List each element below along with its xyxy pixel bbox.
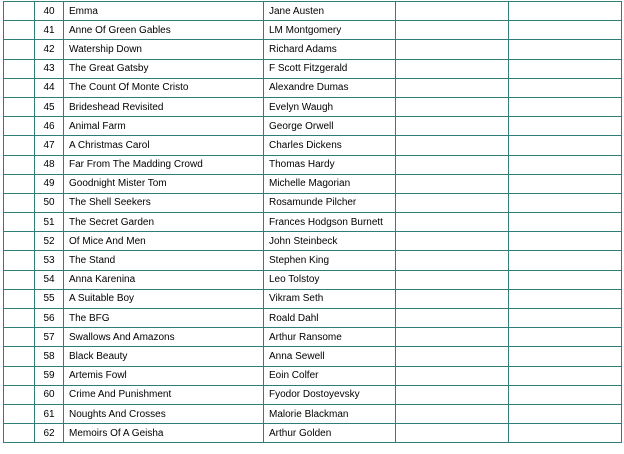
row-number-cell: 42 [35,40,64,59]
empty-cell [396,174,509,193]
blank-cell [4,404,35,423]
author-cell: Arthur Golden [264,424,396,443]
empty-cell [509,347,622,366]
empty-cell [509,59,622,78]
title-cell: The Shell Seekers [64,193,264,212]
title-cell: The Great Gatsby [64,59,264,78]
empty-cell [509,366,622,385]
row-number-cell: 50 [35,193,64,212]
row-number-cell: 47 [35,136,64,155]
table-row [4,328,622,347]
empty-cell [396,232,509,251]
empty-cell [509,424,622,443]
row-number-cell: 59 [35,366,64,385]
author-cell: Charles Dickens [264,136,396,155]
title-cell: The Stand [64,251,264,270]
author-cell: Rosamunde Pilcher [264,193,396,212]
author-cell: Jane Austen [264,2,396,21]
title-cell: Black Beauty [64,347,264,366]
author-cell: Leo Tolstoy [264,270,396,289]
blank-cell [4,174,35,193]
table-row [4,2,622,21]
book-list-body [4,2,622,443]
table-row [4,347,622,366]
empty-cell [396,309,509,328]
row-number-cell: 61 [35,404,64,423]
table-row [4,59,622,78]
table-row [4,136,622,155]
empty-cell [396,366,509,385]
title-cell: Emma [64,2,264,21]
blank-cell [4,213,35,232]
author-cell: Thomas Hardy [264,155,396,174]
title-cell: Watership Down [64,40,264,59]
table-row [4,21,622,40]
table-row [4,270,622,289]
row-number-cell: 62 [35,424,64,443]
empty-cell [509,40,622,59]
empty-cell [396,213,509,232]
empty-cell [396,328,509,347]
table-row [4,251,622,270]
author-cell: Stephen King [264,251,396,270]
author-cell: Frances Hodgson Burnett [264,213,396,232]
row-number-cell: 57 [35,328,64,347]
title-cell: Anna Karenina [64,270,264,289]
row-number-cell: 44 [35,78,64,97]
empty-cell [396,78,509,97]
author-cell: Arthur Ransome [264,328,396,347]
blank-cell [4,136,35,155]
empty-cell [509,78,622,97]
blank-cell [4,40,35,59]
table-row [4,366,622,385]
table-row [4,213,622,232]
blank-cell [4,232,35,251]
table-row [4,404,622,423]
author-cell: Michelle Magorian [264,174,396,193]
table-row [4,174,622,193]
empty-cell [396,289,509,308]
blank-cell [4,328,35,347]
empty-cell [396,424,509,443]
empty-cell [396,59,509,78]
row-number-cell: 53 [35,251,64,270]
empty-cell [509,232,622,251]
title-cell: The BFG [64,309,264,328]
blank-cell [4,366,35,385]
author-cell: Roald Dahl [264,309,396,328]
table-row [4,424,622,443]
empty-cell [396,155,509,174]
title-cell: A Suitable Boy [64,289,264,308]
empty-cell [509,328,622,347]
empty-cell [509,155,622,174]
author-cell: Fyodor Dostoyevsky [264,385,396,404]
blank-cell [4,193,35,212]
author-cell: Anna Sewell [264,347,396,366]
title-cell: Far From The Madding Crowd [64,155,264,174]
title-cell: Brideshead Revisited [64,97,264,116]
author-cell: Alexandre Dumas [264,78,396,97]
title-cell: Crime And Punishment [64,385,264,404]
blank-cell [4,21,35,40]
table-row [4,385,622,404]
title-cell: Swallows And Amazons [64,328,264,347]
row-number-cell: 51 [35,213,64,232]
blank-cell [4,424,35,443]
title-cell: Of Mice And Men [64,232,264,251]
row-number-cell: 52 [35,232,64,251]
empty-cell [509,97,622,116]
empty-cell [509,21,622,40]
author-cell: Malorie Blackman [264,404,396,423]
row-number-cell: 60 [35,385,64,404]
empty-cell [509,309,622,328]
empty-cell [509,136,622,155]
blank-cell [4,117,35,136]
row-number-cell: 40 [35,2,64,21]
table-row [4,289,622,308]
title-cell: Noughts And Crosses [64,404,264,423]
row-number-cell: 49 [35,174,64,193]
row-number-cell: 56 [35,309,64,328]
author-cell: Eoin Colfer [264,366,396,385]
table-row [4,97,622,116]
table-row [4,40,622,59]
row-number-cell: 41 [35,21,64,40]
blank-cell [4,78,35,97]
blank-cell [4,347,35,366]
empty-cell [509,270,622,289]
author-cell: Richard Adams [264,40,396,59]
row-number-cell: 46 [35,117,64,136]
blank-cell [4,309,35,328]
title-cell: Goodnight Mister Tom [64,174,264,193]
empty-cell [396,21,509,40]
blank-cell [4,97,35,116]
table-row [4,232,622,251]
empty-cell [509,117,622,136]
row-number-cell: 55 [35,289,64,308]
table-row [4,193,622,212]
blank-cell [4,155,35,174]
author-cell: Evelyn Waugh [264,97,396,116]
empty-cell [509,385,622,404]
empty-cell [396,97,509,116]
empty-cell [396,385,509,404]
blank-cell [4,270,35,289]
empty-cell [396,117,509,136]
empty-cell [509,193,622,212]
table-row [4,78,622,97]
empty-cell [396,251,509,270]
author-cell: Vikram Seth [264,289,396,308]
row-number-cell: 54 [35,270,64,289]
blank-cell [4,2,35,21]
table-row [4,155,622,174]
empty-cell [509,289,622,308]
book-list-table [3,1,622,443]
title-cell: The Count Of Monte Cristo [64,78,264,97]
row-number-cell: 43 [35,59,64,78]
table-row [4,117,622,136]
title-cell: The Secret Garden [64,213,264,232]
empty-cell [509,404,622,423]
empty-cell [509,174,622,193]
row-number-cell: 45 [35,97,64,116]
empty-cell [396,40,509,59]
author-cell: F Scott Fitzgerald [264,59,396,78]
author-cell: George Orwell [264,117,396,136]
title-cell: A Christmas Carol [64,136,264,155]
empty-cell [396,404,509,423]
empty-cell [509,2,622,21]
row-number-cell: 58 [35,347,64,366]
table-row [4,309,622,328]
title-cell: Artemis Fowl [64,366,264,385]
author-cell: John Steinbeck [264,232,396,251]
blank-cell [4,59,35,78]
empty-cell [509,213,622,232]
empty-cell [396,270,509,289]
empty-cell [396,136,509,155]
author-cell: LM Montgomery [264,21,396,40]
empty-cell [396,347,509,366]
empty-cell [509,251,622,270]
empty-cell [396,193,509,212]
empty-cell [396,2,509,21]
blank-cell [4,289,35,308]
title-cell: Animal Farm [64,117,264,136]
blank-cell [4,251,35,270]
row-number-cell: 48 [35,155,64,174]
title-cell: Anne Of Green Gables [64,21,264,40]
title-cell: Memoirs Of A Geisha [64,424,264,443]
blank-cell [4,385,35,404]
